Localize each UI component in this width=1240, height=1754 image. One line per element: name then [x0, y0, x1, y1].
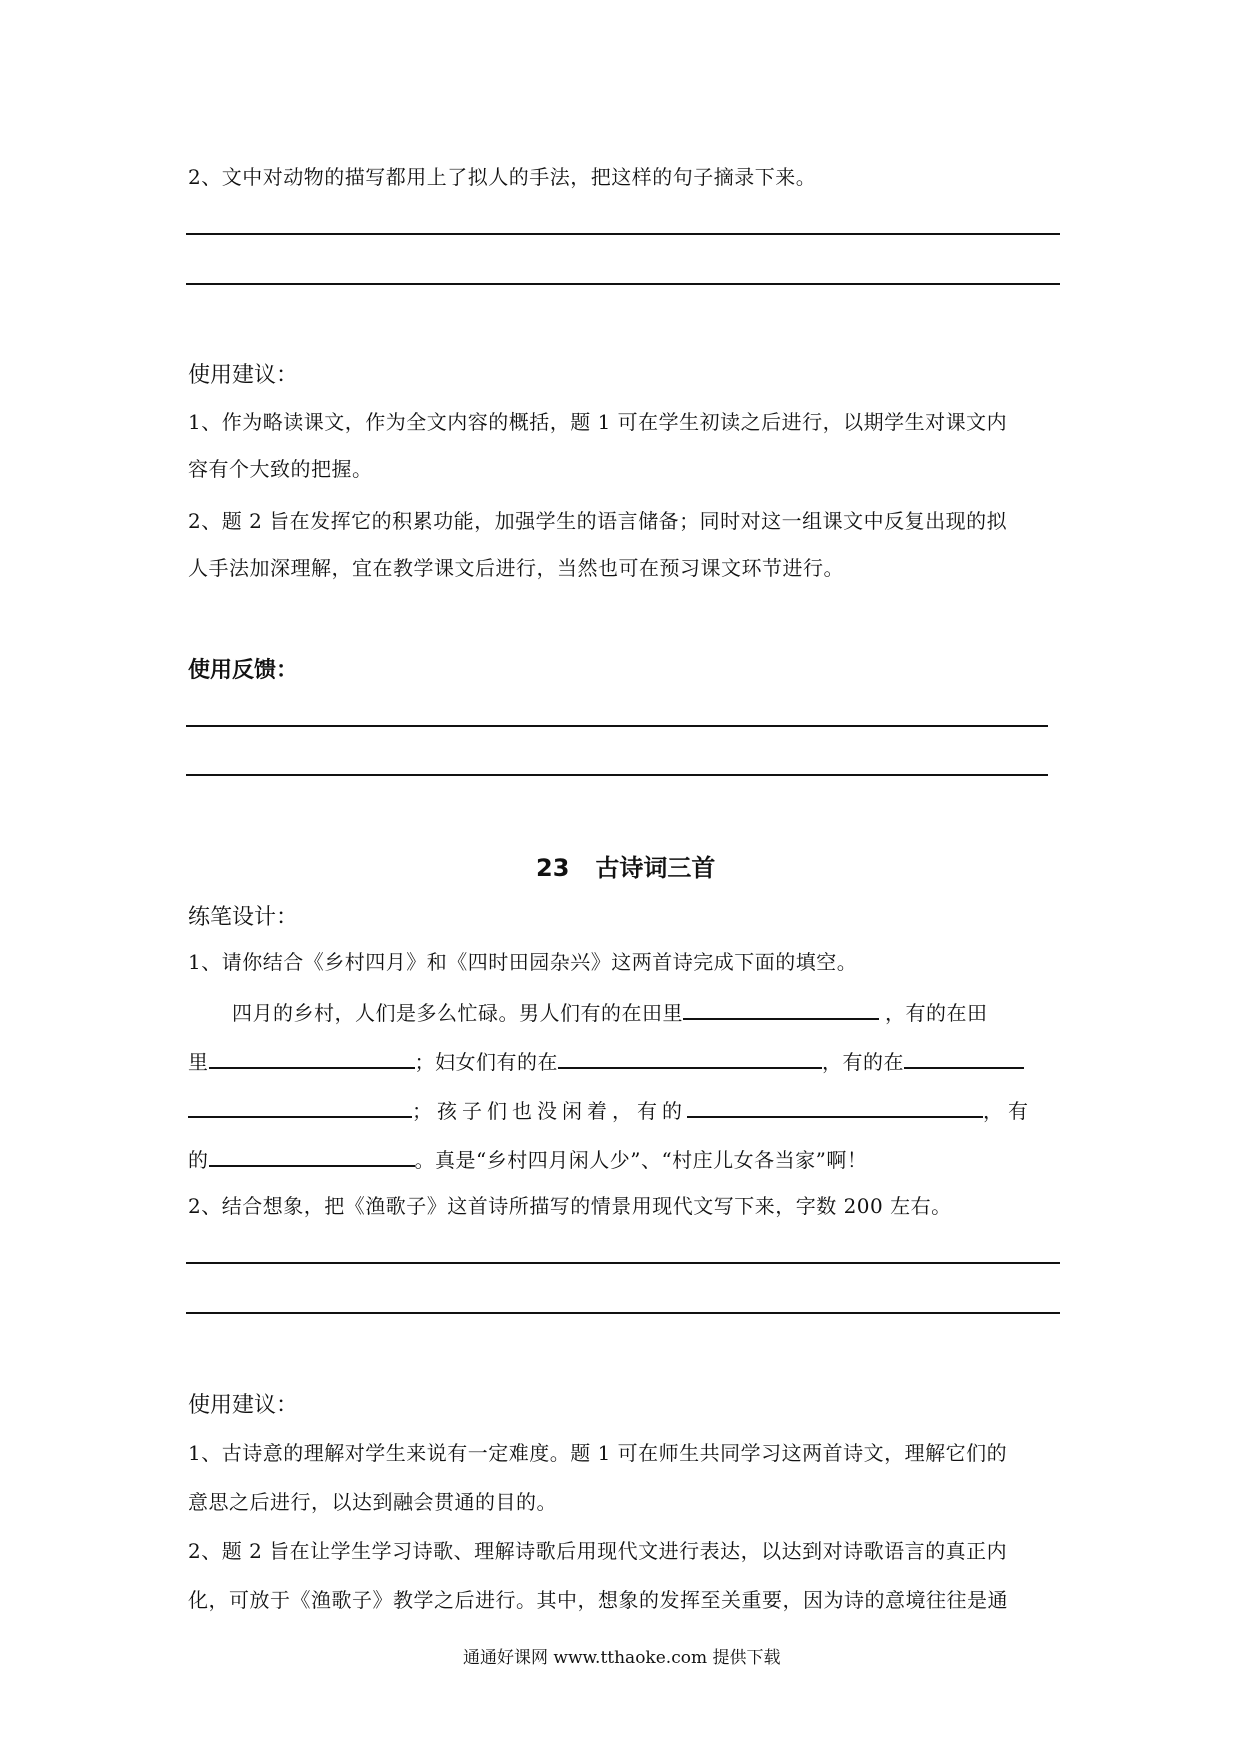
- fill-line-1: 四月的乡村，人们是多么忙碌。男人们有的在田里 ，有的在田: [232, 996, 988, 1027]
- suggestion-2-line-2: 人手法加深理解，宜在教学课文后进行，当然也可在预习课文环节进行。: [188, 556, 844, 580]
- lesson-title: [536, 848, 715, 883]
- fill-blank[interactable]: [687, 1094, 983, 1118]
- suggestion-1-line-2: 容有个大致的把握。: [188, 457, 373, 481]
- lesson-name: 古诗词三首: [595, 854, 716, 882]
- answer-line: [186, 233, 1060, 235]
- writing-design-heading: 练笔设计：: [188, 905, 299, 930]
- feedback-line: [186, 725, 1048, 727]
- lesson-question-2: 2、结合想象，把《渔歌子》这首诗所描写的情景用现代文写下来，字数 200 左右。: [188, 1194, 952, 1218]
- fill-blank[interactable]: [209, 1045, 415, 1069]
- lesson-question-1: 1、请你结合《乡村四月》和《四时田园杂兴》这两首诗完成下面的填空。: [188, 950, 858, 974]
- suggestion-1-line-2: 意思之后进行，以达到融会贯通的目的。: [188, 1490, 557, 1514]
- fill-blank[interactable]: [904, 1045, 1024, 1069]
- suggestion-1-line-1: 1、古诗意的理解对学生来说有一定难度。题 1 可在师生共同学习这两首诗文，理解它们的: [188, 1441, 1008, 1465]
- usage-feedback-heading: 使用反馈：: [188, 658, 299, 683]
- fill-blank[interactable]: [209, 1143, 415, 1167]
- fill-blank[interactable]: [558, 1045, 822, 1069]
- usage-suggestion-heading: 使用建议：: [188, 1393, 299, 1418]
- page-footer: 通通好课网 www.tthaoke.com 提供下载: [463, 1648, 781, 1668]
- answer-line: [186, 1312, 1060, 1314]
- lesson-number: 23: [536, 854, 570, 882]
- fill-blank[interactable]: [683, 996, 879, 1020]
- usage-suggestion-heading: 使用建议：: [188, 363, 299, 388]
- fill-line-3: ；孩子们也没闲着，有的 ，有: [188, 1094, 1060, 1125]
- question-2-text: 2、文中对动物的描写都用上了拟人的手法，把这样的句子摘录下来。: [188, 165, 817, 189]
- answer-line: [186, 1262, 1060, 1264]
- suggestion-2-line-1: 2、题 2 旨在让学生学习诗歌、理解诗歌后用现代文进行表达，以达到对诗歌语言的真正内: [188, 1539, 1008, 1563]
- answer-line: [186, 283, 1060, 285]
- suggestion-2-line-1: 2、题 2 旨在发挥它的积累功能，加强学生的语言储备；同时对这一组课文中反复出现的拟: [188, 509, 1008, 533]
- fill-line-2: 里 ；妇女们有的在 ，有的在: [188, 1045, 1060, 1076]
- feedback-line: [186, 774, 1048, 776]
- fill-line-4: 的 。真是“乡村四月闲人少”、“村庄儿女各当家”啊！: [188, 1143, 867, 1174]
- suggestion-2-line-2: 化，可放于《渔歌子》教学之后进行。其中，想象的发挥至关重要，因为诗的意境往往是通: [188, 1588, 1008, 1612]
- fill-blank[interactable]: [188, 1094, 412, 1118]
- suggestion-1-line-1: 1、作为略读课文，作为全文内容的概括，题 1 可在学生初读之后进行，以期学生对课文内: [188, 410, 1008, 434]
